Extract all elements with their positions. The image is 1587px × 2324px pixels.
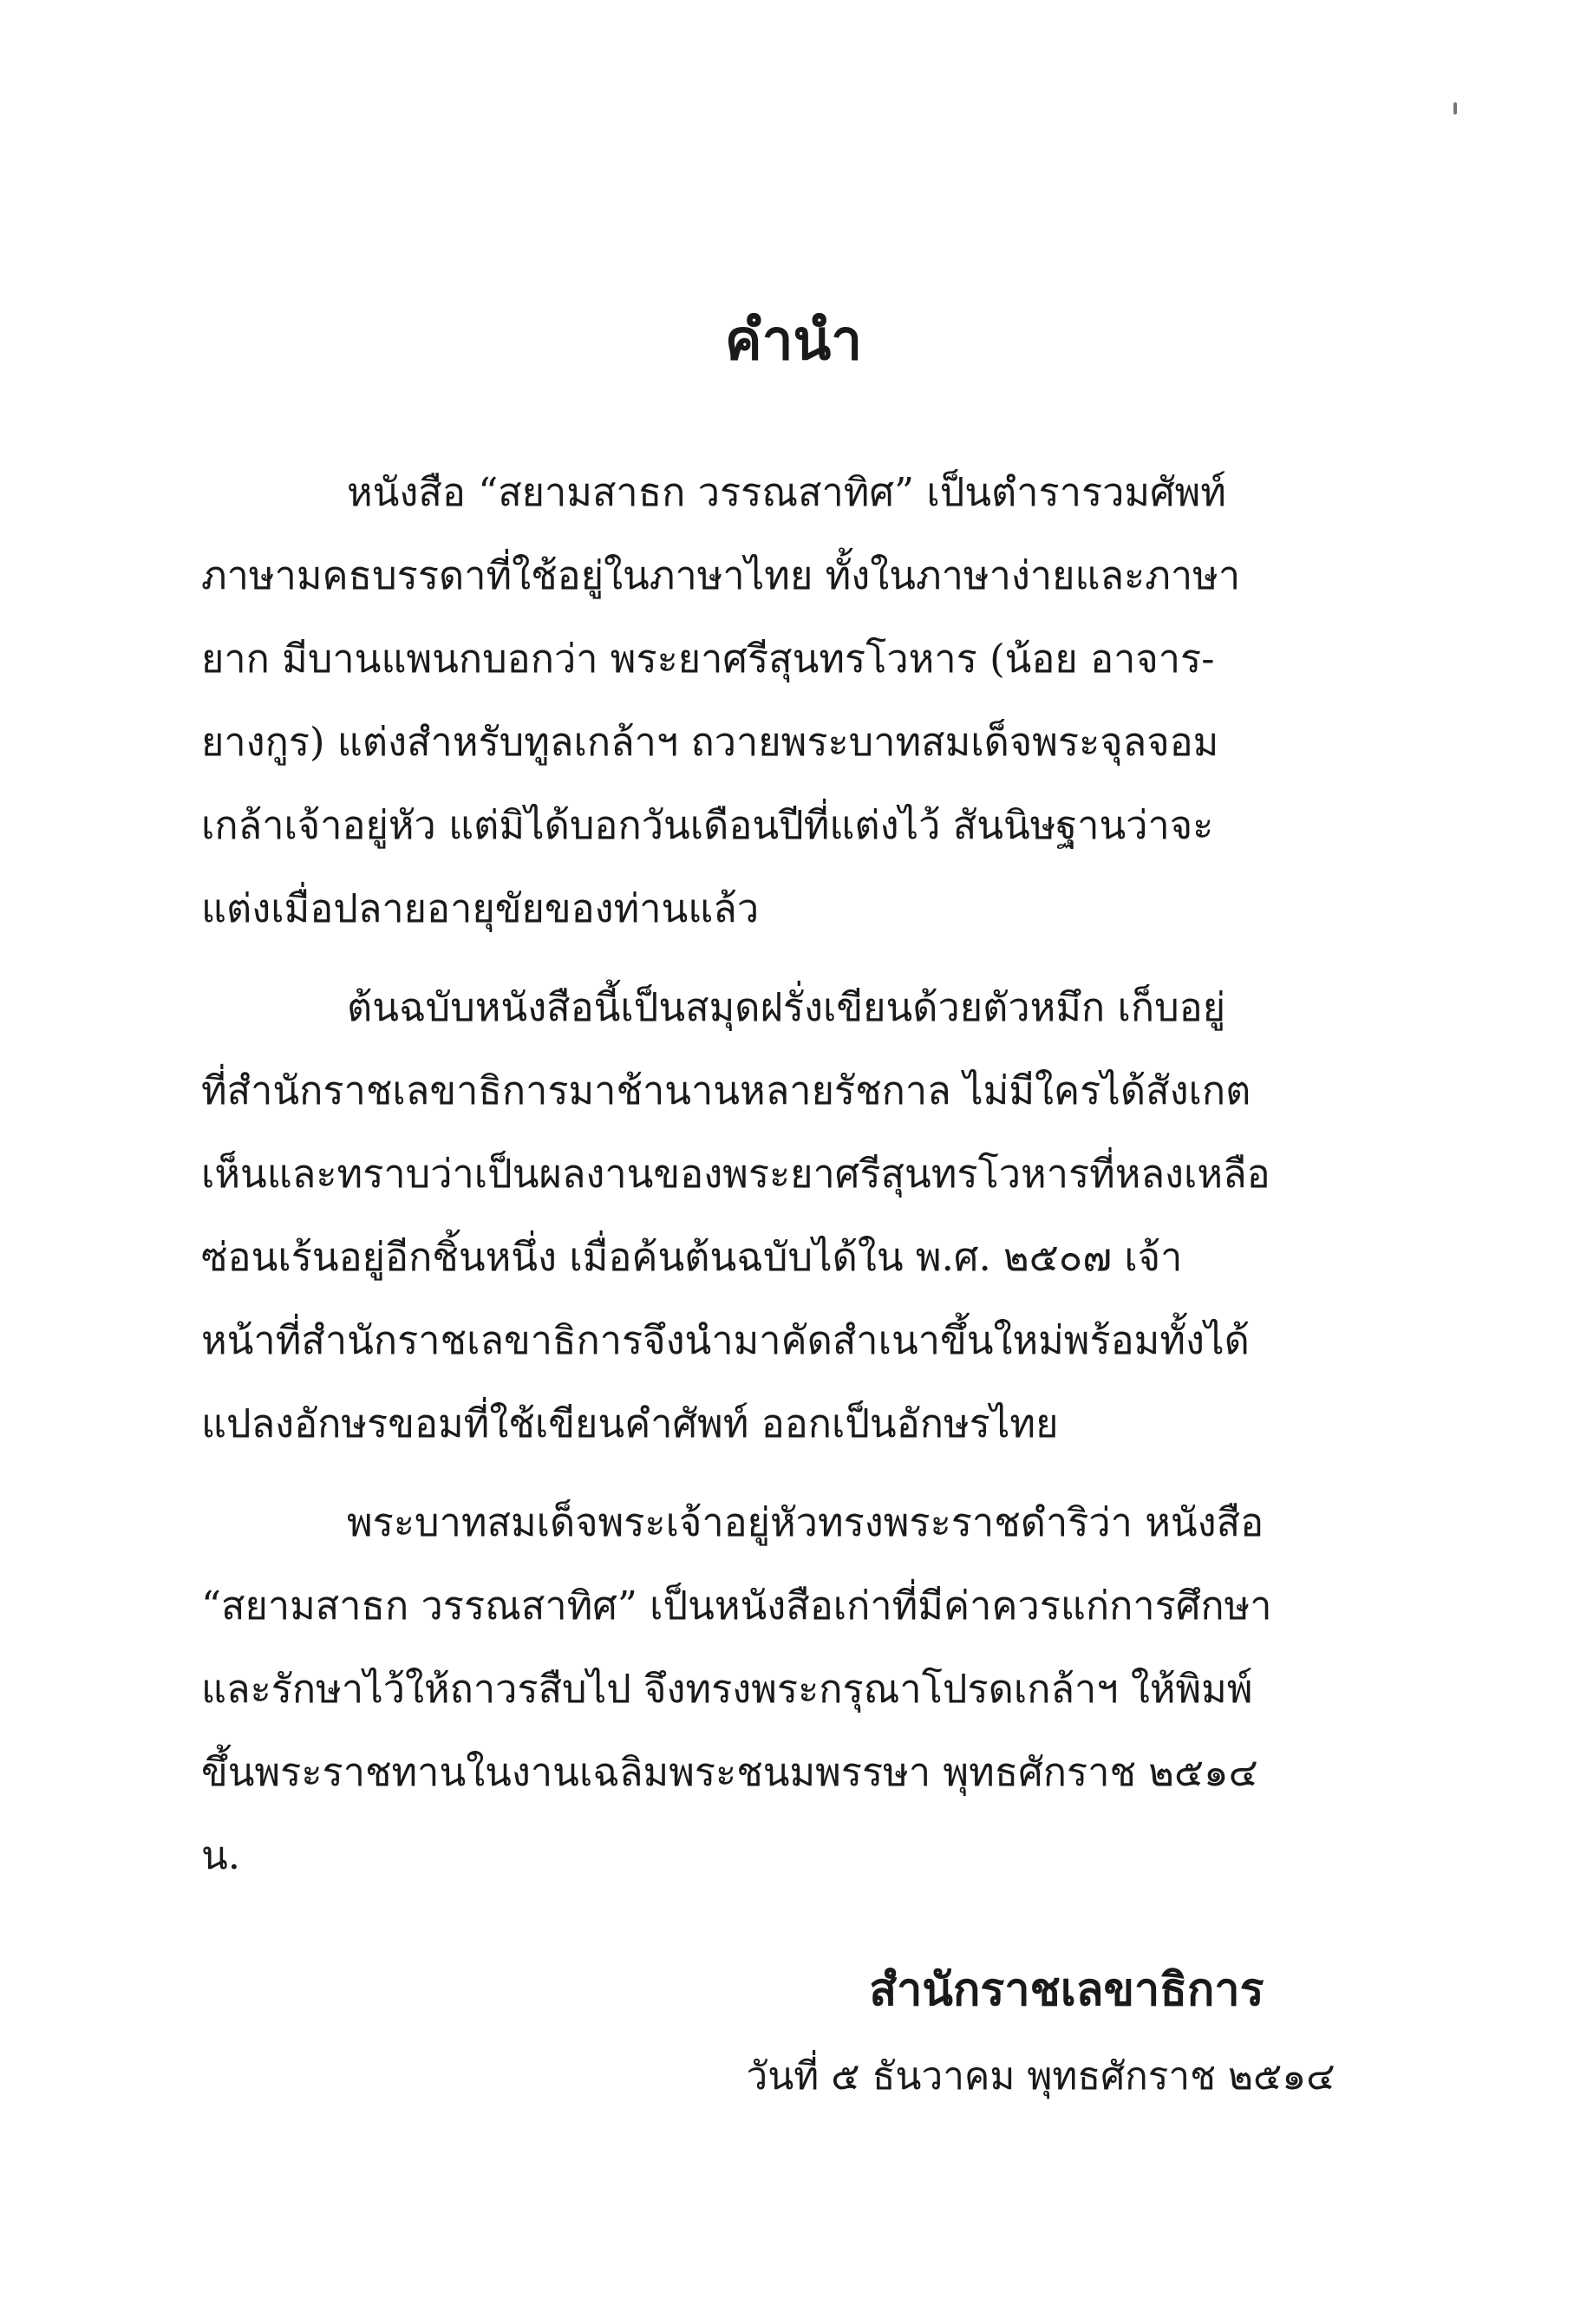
paragraph-line: เห็นและทราบว่าเป็นผลงานของพระยาศรีสุนทรโวหารที่หลงเหลือ: [201, 1151, 1270, 1197]
paragraph-line: หน้าที่สำนักราชเลขาธิการจึงนำมาคัดสำเนาขึ้นใหม่พร้อมทั้งได้: [201, 1317, 1250, 1363]
page-title: คำนำ: [724, 308, 863, 373]
paragraph-line: เกล้าเจ้าอยู่หัว แต่มิได้บอกวันเดือนปีที่แต่งไว้ สันนิษฐานว่าจะ: [201, 802, 1214, 848]
paragraph-line: และรักษาไว้ให้ถาวรสืบไป จึงทรงพระกรุณาโปรดเกล้าฯ ให้พิมพ์: [201, 1666, 1253, 1712]
signature-date: วันที่ ๕ ธันวาคม พุทธศักราช ๒๕๑๔: [746, 2054, 1336, 2099]
paragraph-1: [201, 451, 1337, 950]
signature-organization: สำนักราชเลขาธิการ: [869, 1963, 1264, 2016]
paragraph-line: ยางกูร) แต่งสำหรับทูลเกล้าฯ ถวายพระบาทสมเด็จพระจุลจอม: [201, 719, 1219, 765]
scan-speck: [1453, 102, 1457, 114]
paragraph-line: แปลงอักษรขอมที่ใช้เขียนคำศัพท์ ออกเป็นอักษรไทย: [201, 1400, 1059, 1446]
paragraph-line: หนังสือ “สยามสาธก วรรณสาทิศ” เป็นตำรารวมศัพท์: [347, 469, 1226, 515]
paragraph-line: “สยามสาธก วรรณสาทิศ” เป็นหนังสือเก่าที่มีค่าควรแก่การศึกษา: [201, 1583, 1272, 1629]
paragraph-line: ซ่อนเร้นอยู่อีกชิ้นหนึ่ง เมื่อค้นต้นฉบับได้ใน พ.ศ. ๒๕๐๗ เจ้า: [201, 1234, 1183, 1280]
paragraph-line: น.: [201, 1832, 241, 1878]
paragraph-line: พระบาทสมเด็จพระเจ้าอยู่หัวทรงพระราชดำริว่า หนังสือ: [347, 1499, 1264, 1545]
paragraph-2: [201, 966, 1337, 1466]
paragraph-line: ที่สำนักราชเลขาธิการมาช้านานหลายรัชกาล ไม่มีใครได้สังเกต: [201, 1067, 1251, 1113]
paragraph-line: ภาษามคธบรรดาที่ใช้อยู่ในภาษาไทย ทั้งในภาษาง่ายและภาษา: [201, 552, 1241, 598]
paragraph-line: ขึ้นพระราชทานในงานเฉลิมพระชนมพรรษา พุทธศักราช ๒๕๑๔: [201, 1749, 1258, 1795]
paragraph-3: [201, 1481, 1337, 1897]
paragraph-line: แต่งเมื่อปลายอายุขัยของท่านแล้ว: [201, 885, 760, 931]
body-text: [201, 451, 1337, 1913]
paragraph-line: ยาก มีบานแพนกบอกว่า พระยาศรีสุนทรโวหาร (น้อย อาจาร-: [201, 636, 1215, 682]
signature-block: [607, 1947, 1388, 2120]
paragraph-line: ต้นฉบับหนังสือนี้เป็นสมุดฝรั่งเขียนด้วยตัวหมึก เก็บอยู่: [347, 984, 1226, 1030]
